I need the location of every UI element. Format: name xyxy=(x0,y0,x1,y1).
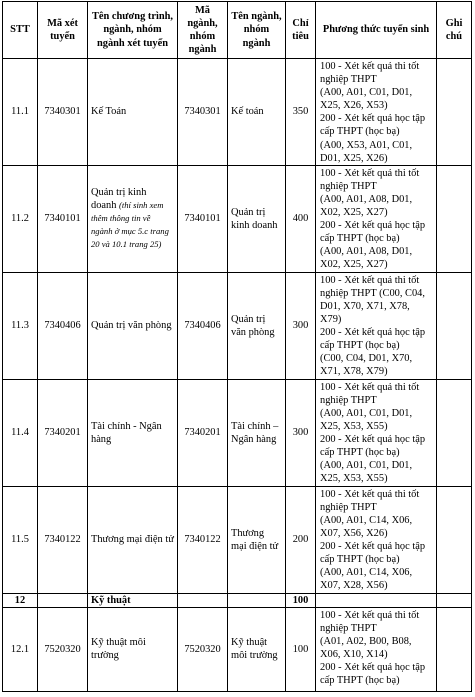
admission-table xyxy=(2,1,472,692)
cell-ghi-chu xyxy=(437,486,472,593)
cell-methods xyxy=(316,165,437,272)
header-ma-xet-tuyen: Mã xét tuyển xyxy=(38,2,88,59)
cell-stt: 11.4 xyxy=(3,379,38,486)
cell-methods xyxy=(316,272,437,379)
table-row xyxy=(3,165,472,272)
program-name: Thương mại điện tử xyxy=(91,534,174,546)
program-name: Kỹ thuật môi trường xyxy=(91,637,146,662)
cell-program xyxy=(88,272,178,379)
method-line: 100 - Xét kết quả thi tốt nghiệp THPT xyxy=(320,381,420,406)
method-line: 200 - Xét kết quả học tập cấp THPT (học bạ) xyxy=(320,662,426,687)
cell-ten-nganh: Kỹ thuật môi trường xyxy=(228,607,286,691)
method-line: (A01, A02, B00, B08, X06, X10, X14) xyxy=(320,636,412,661)
cell-program xyxy=(88,379,178,486)
program-name: Quản trị văn phòng xyxy=(91,320,172,332)
cell-ma-nganh: 7340406 xyxy=(178,272,228,379)
cell-stt: 11.5 xyxy=(3,486,38,593)
table-row xyxy=(3,59,472,166)
program-note: (thí sinh xem thêm thông tin về ngành ở mục 5.c trang 20 và 10.1 trang 25) xyxy=(91,200,169,250)
method-line: 200 - Xét kết quả học tập cấp THPT (học bạ) xyxy=(320,434,426,459)
method-line: (A00, A01, C14, X06, X07, X56, X26) xyxy=(320,514,413,540)
cell-stt: 11.3 xyxy=(3,272,38,379)
method-line: 200 - Xét kết quả học tập cấp THPT (học bạ) xyxy=(320,541,426,566)
method-line: 100 - Xét kết quả thi tốt nghiệp THPT xyxy=(320,61,420,86)
method-line: 100 - Xét kết quả thi tốt nghiệp THPT xyxy=(320,609,420,634)
method-line: (A00, A01, C14, X06, X07, X28, X56) xyxy=(320,567,413,592)
cell-ten-nganh: Quản trị văn phòng xyxy=(228,272,286,379)
method-line: 100 - Xét kết quả thi tốt nghiệp THPT xyxy=(320,167,420,192)
program-name: Quản trị kinh doanh xyxy=(91,187,147,212)
section-empty-cell xyxy=(178,593,228,607)
cell-program xyxy=(88,486,178,593)
cell-ma-nganh: 7340201 xyxy=(178,379,228,486)
cell-ma-nganh: 7520320 xyxy=(178,607,228,691)
cell-ghi-chu xyxy=(437,379,472,486)
table-row xyxy=(3,486,472,593)
cell-ten-nganh: Thương mại điện tử xyxy=(228,486,286,593)
cell-stt: 11.1 xyxy=(3,59,38,166)
cell-methods xyxy=(316,486,437,593)
method-line: (A00, A01, C01, D01, X25, X53, X55) xyxy=(320,460,413,485)
cell-stt: 11.2 xyxy=(3,165,38,272)
cell-ma-xet-tuyen: 7340406 xyxy=(38,272,88,379)
cell-ten-nganh: Quản trị kinh doanh xyxy=(228,165,286,272)
method-line: (A00, A01, A08, D01, X02, X25, X27) xyxy=(320,193,413,219)
header-ghi-chu: Ghi chú xyxy=(437,2,472,59)
table-row xyxy=(3,379,472,486)
method-line: 200 - Xét kết quả học tập cấp THPT (học bạ) xyxy=(320,113,426,138)
cell-ten-nganh: Kế toán xyxy=(228,59,286,166)
cell-chi-tieu: 300 xyxy=(286,379,316,486)
header-ma-nganh: Mã ngành, nhóm ngành xyxy=(178,2,228,59)
cell-program xyxy=(88,59,178,166)
cell-ghi-chu xyxy=(437,165,472,272)
cell-ma-xet-tuyen: 7340301 xyxy=(38,59,88,166)
header-ten-chuong-trinh: Tên chương trình, ngành, nhóm ngành xét tuyển xyxy=(88,2,178,59)
cell-ma-xet-tuyen: 7340201 xyxy=(38,379,88,486)
cell-stt: 12.1 xyxy=(3,607,38,691)
cell-ma-nganh: 7340101 xyxy=(178,165,228,272)
cell-ma-xet-tuyen: 7340122 xyxy=(38,486,88,593)
method-line: 200 - Xét kết quả học tập cấp THPT (học bạ) xyxy=(320,327,426,352)
method-line: 100 - Xét kết quả thi tốt nghiệp THPT xyxy=(320,488,420,513)
cell-ma-xet-tuyen: 7520320 xyxy=(38,607,88,691)
method-line: (A00, A01, C01, D01, X25, X53, X55) xyxy=(320,407,413,433)
section-empty-cell xyxy=(38,593,88,607)
cell-methods xyxy=(316,379,437,486)
section-chi-tieu: 100 xyxy=(286,593,316,607)
header-phuong-thuc: Phương thức tuyển sinh xyxy=(316,2,437,59)
header-stt: STT xyxy=(3,2,38,59)
cell-methods xyxy=(316,59,437,166)
cell-chi-tieu: 400 xyxy=(286,165,316,272)
header-ten-nganh: Tên ngành, nhóm ngành xyxy=(228,2,286,59)
table-row xyxy=(3,607,472,691)
cell-chi-tieu: 350 xyxy=(286,59,316,166)
table-row xyxy=(3,272,472,379)
method-line: (C00, C04, D01, X70, X71, X78, X79) xyxy=(320,353,413,378)
method-line: (A00, A01, A08, D01, X02, X25, X27) xyxy=(320,246,413,271)
cell-methods xyxy=(316,607,437,691)
section-empty-cell xyxy=(228,593,286,607)
section-empty-cell xyxy=(437,593,472,607)
cell-ghi-chu xyxy=(437,59,472,166)
cell-program xyxy=(88,165,178,272)
section-name: Kỹ thuật xyxy=(88,593,178,607)
cell-ghi-chu xyxy=(437,607,472,691)
method-line: (A00, A01, C01, D01, X25, X26, X53) xyxy=(320,87,413,112)
cell-chi-tieu: 100 xyxy=(286,607,316,691)
cell-program xyxy=(88,607,178,691)
cell-ma-xet-tuyen: 7340101 xyxy=(38,165,88,272)
program-name: Tài chính - Ngân hàng xyxy=(91,420,162,445)
section-row xyxy=(3,593,472,607)
header-row xyxy=(3,2,472,59)
cell-ma-nganh: 7340122 xyxy=(178,486,228,593)
method-line: (A00, X53, A01, C01, D01, X25, X26) xyxy=(320,139,413,164)
cell-chi-tieu: 300 xyxy=(286,272,316,379)
cell-chi-tieu: 200 xyxy=(286,486,316,593)
method-line: 200 - Xét kết quả học tập cấp THPT (học bạ) xyxy=(320,220,426,245)
section-stt: 12 xyxy=(3,593,38,607)
header-chi-tieu: Chỉ tiêu xyxy=(286,2,316,59)
cell-ma-nganh: 7340301 xyxy=(178,59,228,166)
cell-ten-nganh: Tài chính – Ngân hàng xyxy=(228,379,286,486)
program-name: Kế Toán xyxy=(91,106,127,118)
cell-ghi-chu xyxy=(437,272,472,379)
section-empty-cell xyxy=(316,593,437,607)
method-line: 100 - Xét kết quả thi tốt nghiệp THPT (C00, C04, D01, X70, X71, X78, X79) xyxy=(320,274,425,326)
